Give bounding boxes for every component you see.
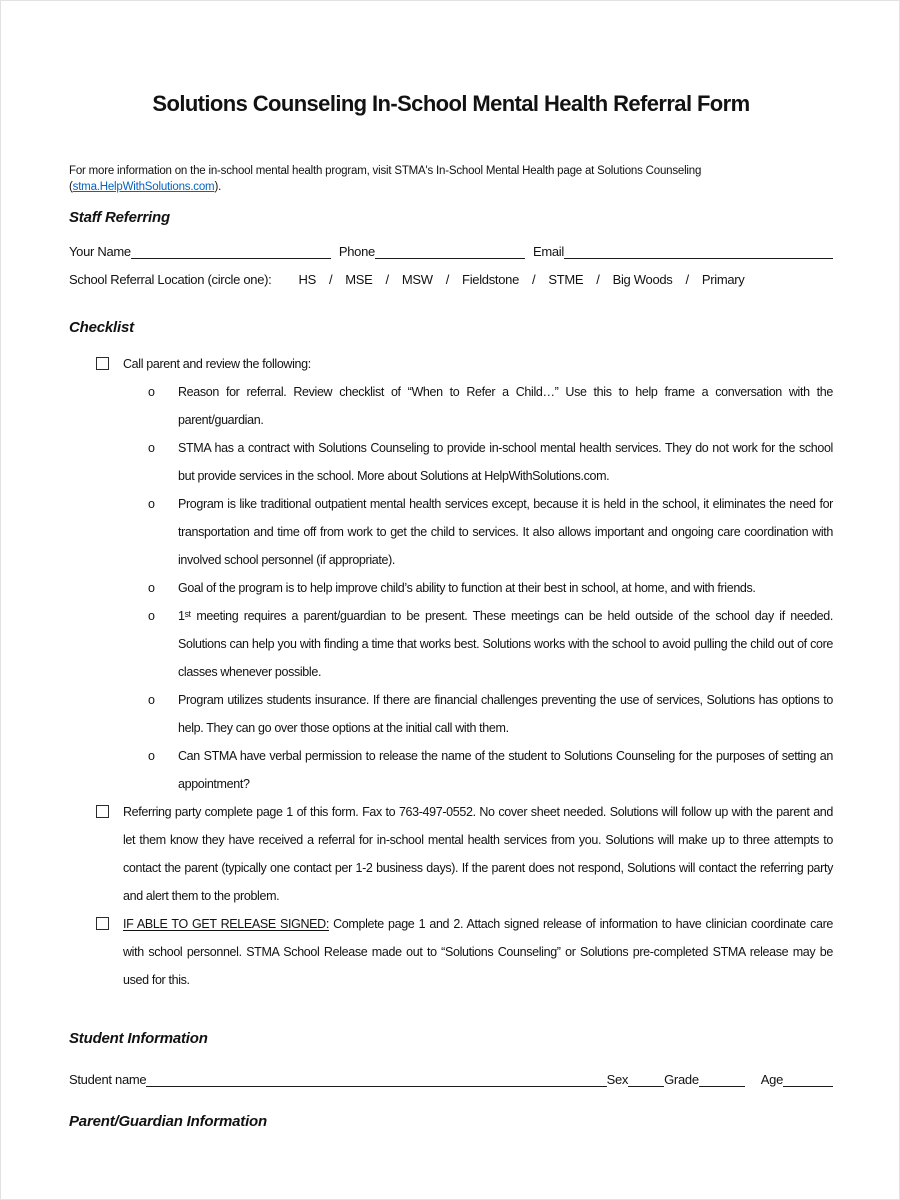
email-field[interactable] [564, 243, 833, 259]
checklist-subitem-text: Goal of the program is to help improve child’s ability to function at their best in school, at home, and with friends. [178, 581, 756, 596]
location-option-mse[interactable]: MSE [345, 272, 373, 288]
release-signed-underlined-text: IF ABLE TO GET RELEASE SIGNED: [123, 917, 329, 932]
checklist-subitem [123, 574, 833, 602]
separator: / [685, 272, 689, 288]
staff-fields-row [69, 243, 833, 259]
intro-text-before: For more information on the in-school mental health program, visit STMA's In-School Mental Health page at Solutions Counseling ( [69, 165, 702, 194]
separator: / [445, 272, 450, 288]
location-option-fieldstone[interactable]: Fieldstone [462, 272, 520, 288]
checklist-item-text: Referring party complete page 1 of this form. Fax to 763-497-0552. No cover sheet needed. Solutions will follow up with the parent and let them know they have received a referral for in-school mental health services from you. Solutions will make up to three attempts to contact the parent (typically one contact per 1-2 business days). If the parent does not respond, Solutions will contact the referring party and alert them to the problem. [123, 805, 833, 904]
separator: / [532, 272, 536, 288]
parent-guardian-heading: Parent/Guardian Information [69, 1113, 267, 1131]
grade-label: Grade [664, 1072, 699, 1088]
checklist-item [69, 798, 833, 910]
bullet-o-icon: o [148, 749, 155, 764]
staff-referring-section [69, 209, 833, 287]
bullet-o-icon: o [148, 581, 155, 596]
checklist-subitem [123, 742, 833, 798]
parent-guardian-section [69, 1113, 833, 1130]
school-referral-location-row [69, 272, 833, 287]
intro-text-after: ). [214, 181, 222, 194]
student-information-heading: Student Information [69, 1030, 208, 1048]
age-field[interactable] [783, 1071, 833, 1087]
checklist-subitem-text: Program is like traditional outpatient mental health services except, because it is held in the school, it eliminates the need for transportation and time off from work to get the child to services. It also allows important and ongoing care coordination with involved school personnel (if appropriate). [178, 497, 833, 568]
intro-paragraph [69, 163, 833, 195]
checklist-item-text: Complete page 1 and 2. Attach signed release of information to have clinician coordinate care with school personnel. STMA School Release made out to “Solutions Counseling” or Solutions pre-completed STMA release may be used for this. [123, 917, 833, 988]
checklist-subitem [123, 378, 833, 434]
student-fields-row [69, 1071, 833, 1087]
checklist-item-content [123, 910, 833, 994]
checklist-sublist [123, 378, 833, 798]
checklist-subitem-text: STMA has a contract with Solutions Counseling to provide in-school mental health services. They do not work for the school but provide services in the school. More about Solutions at HelpWithSolutions.com. [178, 441, 833, 484]
phone-field[interactable] [375, 243, 525, 259]
checklist-item [69, 350, 833, 798]
checklist-subitem [123, 434, 833, 490]
email-label: Email [532, 244, 564, 260]
student-name-field[interactable] [146, 1071, 606, 1087]
location-label: School Referral Location (circle one): [69, 272, 272, 288]
document-title: Solutions Counseling In-School Mental Health Referral Form [152, 91, 750, 116]
staff-referring-heading: Staff Referring [69, 209, 170, 227]
age-label: Age [760, 1072, 783, 1088]
checklist-subitem [123, 490, 833, 574]
grade-field[interactable] [699, 1071, 745, 1087]
checklist-section [69, 319, 833, 994]
checkbox-icon[interactable] [96, 357, 109, 370]
phone-label: Phone [338, 244, 375, 260]
sex-label: Sex [606, 1072, 629, 1088]
location-option-big-woods[interactable]: Big Woods [612, 272, 673, 288]
intro-link[interactable]: stma.HelpWithSolutions.com [72, 181, 215, 194]
checklist-subitem-text: Program utilizes students insurance. If there are financial challenges preventing the use of services, Solutions has options to help. They can go over those options at the initial call with them. [178, 693, 833, 736]
checklist-subitem-text: Reason for referral. Review checklist of “When to Refer a Child…” Use this to help frame a conversation with the parent/guardian. [178, 385, 833, 428]
separator: / [328, 272, 333, 288]
separator: / [385, 272, 389, 288]
checklist-body [69, 350, 833, 994]
checklist-item-content [123, 350, 833, 798]
bullet-o-icon: o [148, 693, 155, 708]
checklist-heading: Checklist [69, 319, 134, 337]
checklist-subitem [123, 686, 833, 742]
bullet-o-icon: o [148, 385, 155, 400]
bullet-o-icon: o [148, 609, 155, 624]
checkbox-icon[interactable] [96, 917, 109, 930]
student-information-section [69, 1030, 833, 1087]
checkbox-icon[interactable] [96, 805, 109, 818]
checklist-item [69, 910, 833, 994]
your-name-label: Your Name [69, 244, 131, 260]
checklist-subitem [123, 602, 833, 686]
student-name-label: Student name [69, 1072, 147, 1088]
checklist-item-text: Call parent and review the following: [123, 357, 311, 372]
location-option-hs[interactable]: HS [298, 272, 316, 288]
bullet-o-icon: o [148, 441, 155, 456]
sex-field[interactable] [628, 1071, 664, 1087]
separator: / [596, 272, 600, 288]
location-option-stme[interactable]: STME [548, 272, 584, 288]
checklist-subitem-text: 1ˢᵗ meeting requires a parent/guardian to be present. These meetings can be held outside of the school day if needed. Solutions can help you with finding a time that works best. Solutions works with the school to avoid pulling the child out of core classes whenever possible. [178, 609, 833, 680]
checklist-subitem-text: Can STMA have verbal permission to release the name of the student to Solutions Counseling for the purposes of setting an appointment? [178, 749, 833, 792]
location-option-msw[interactable]: MSW [401, 272, 433, 288]
bullet-o-icon: o [148, 497, 155, 512]
location-option-primary[interactable]: Primary [701, 272, 745, 288]
your-name-field[interactable] [131, 243, 331, 259]
